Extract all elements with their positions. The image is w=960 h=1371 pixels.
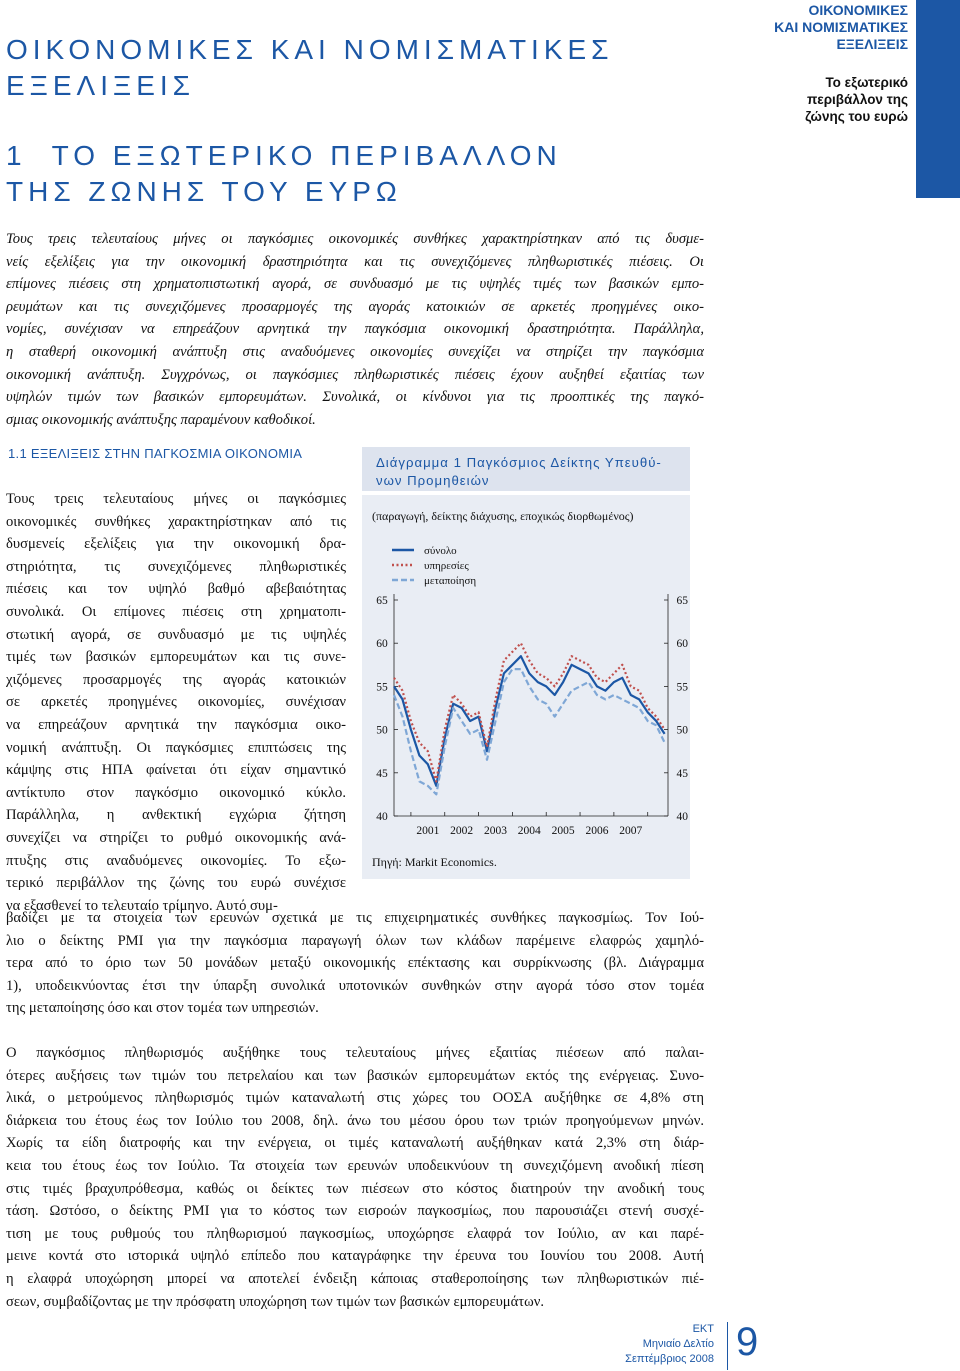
continuation-paragraph-line: 1), υποδεικνύοντας έτσι την ύπαρξη συνολικά υποτονικών συνθηκών στην αγορά τόσο στον τομέα: [6, 977, 704, 994]
inflation-paragraph-line: διάρκεια του έτους έως τον Ιούλιο του 2008, δηλ. άνω του μέσου όρου των τριών προηγούμενων μηνών.: [6, 1112, 704, 1129]
y-tick-label-right: 45: [676, 767, 688, 780]
lead-paragraph-line: η σταθερή οικονομική ανάπτυξη στις αναδυόμενες οικονομίες συνεχίζει να στηρίζει την παγκόσμια: [6, 343, 704, 360]
running-subhead: [708, 74, 908, 125]
y-tick-label-left: 45: [376, 767, 388, 780]
lead-paragraph-line: σμιας οικονομικής ανάπτυξης παραμένουν καθοδικοί.: [6, 411, 316, 428]
x-tick-label: 2007: [619, 825, 643, 837]
legend-entry-services-label: υπηρεσίες: [424, 560, 469, 572]
lead-paragraph-line: νείς εξελίξεις για την οικονομική δραστηριότητα και τις συνεχιζόμενες πληθωριστικές πιέσεις. Οι: [6, 253, 704, 270]
legend-entry-total-label: σύνολο: [424, 545, 457, 557]
inflation-paragraph-line: τιση με τους ρυθμούς του πληθωρισμού παγκοσμίως, υποχώρησε ελαφρά τον Ιούλιο, αν και παρέ-: [6, 1225, 704, 1242]
footer-divider: [727, 1322, 728, 1370]
document-title-line1: ΟΙΚΟΝΟΜΙΚΕΣ ΚΑΙ ΝΟΜΙΣΜΑΤΙΚΕΣ: [6, 34, 614, 65]
inflation-paragraph-line: τάση. Ωστόσο, ο δείκτης PMI για το κόστος των εισροών παγκοσμίως, που παρουσιάζει στενή συσχέ-: [6, 1203, 704, 1220]
chart-title: [376, 454, 686, 490]
chart-source: Πηγή: Markit Economics.: [372, 855, 497, 869]
column-paragraph-line: σε αρκετές προηγμένες οικονομίες, συνέχισαν: [6, 694, 346, 711]
lead-paragraph-line: υψηλών τιμών των βασικών εμπορευμάτων. Συνολικά, οι κίνδυνοι για τις προοπτικές της παγκό-: [6, 389, 704, 406]
inflation-paragraph-line: λικά, ο μετρούμενος πληθωρισμός τιμών καταναλωτή στις χώρες του ΟΟΣΑ αυξήθηκε σε 4,8% στη: [6, 1090, 704, 1107]
chart-subtitle: (παραγωγή, δείκτης διάχυσης, εποχικώς διορθωμένος): [372, 509, 634, 523]
continuation-paragraph: [6, 907, 704, 1020]
running-subhead-line2: περιβάλλον της: [806, 92, 908, 107]
x-tick-label: 2006: [585, 825, 609, 837]
lead-paragraph-line: Τους τρεις τελευταίους μήνες οι παγκόσμιες οικονομικές συνθήκες χαρακτηρίστηκαν από τις δυσμε-: [6, 231, 704, 247]
column-paragraph-line: πτυξης στις αναδυόμενες οικονομίες. Το εξω-: [6, 852, 346, 869]
section-title-line1: 1 ΤΟ ΕΞΩΤΕΡΙΚΟ ΠΕΡΙΒΑΛΛΟΝ: [6, 140, 562, 171]
running-subhead-line3: ζώνης του ευρώ: [805, 109, 908, 124]
x-tick-label: 2003: [483, 825, 507, 837]
series-line-total: [394, 656, 665, 786]
y-tick-label-left: 40: [376, 811, 388, 823]
y-tick-label-right: 55: [676, 681, 688, 694]
y-tick-label-right: 50: [676, 724, 688, 737]
column-paragraph-line: νομική ανάπτυξη. Οι παγκόσμιες επιπτώσεις της: [6, 739, 346, 756]
running-head-line3: ΕΞΕΛΙΞΕΙΣ: [836, 36, 908, 52]
y-tick-label-left: 55: [376, 681, 388, 694]
running-head-line1: ΟΙΚΟΝΟΜΙΚΕΣ: [808, 2, 908, 18]
y-tick-label-left: 60: [376, 638, 388, 651]
y-tick-label-left: 50: [376, 724, 388, 737]
series-line-manufacturing: [394, 669, 665, 794]
inflation-paragraph-line: κεια του έτους έως τον Ιούλιο. Τα στοιχεία των ερευνών υποδεικνύουν τη συνεχιζόμενη ανοδική πίεση: [6, 1157, 704, 1174]
inflation-paragraph-line: ότερες αυξήσεις των τιμών του πετρελαίου και των βασικών εμπορευμάτων εκτός της ενέργειας. Συνο-: [6, 1067, 704, 1084]
inflation-paragraph-line: στις τιμές βραχυπρόθεσμα, καθώς οι δείκτες των πιέσεων στο κόστος διατηρούν την ανοδική τους: [6, 1180, 704, 1197]
inflation-paragraph-line: η ελαφρά υποχώρηση μπορεί να αποτελεί ένδειξη κάποιας σταθεροποίησης των πληθωριστικών πιέ-: [6, 1270, 704, 1287]
column-paragraph-line: κάμψης στις ΗΠΑ φαίνεται ότι είχαν σημαντικό: [6, 762, 346, 779]
x-tick-label: 2004: [517, 825, 541, 837]
document-title-line2: ΕΞΕΛΙΞΕΙΣ: [6, 70, 195, 101]
lead-paragraph: [6, 228, 704, 431]
y-tick-label-right: 60: [676, 638, 688, 651]
lead-paragraph-line: οικονομική ανάπτυξη. Συγχρόνως, οι παγκόσμιες πληθωριστικές πιέσεις έχουν αυξηθεί εξαιτίας των: [6, 366, 704, 383]
section-title-line2: ΤΗΣ ΖΩΝΗΣ ΤΟΥ ΕΥΡΩ: [6, 176, 402, 207]
running-subhead-line1: Το εξωτερικό: [825, 75, 908, 90]
running-head-line2: ΚΑΙ ΝΟΜΙΣΜΑΤΙΚΕΣ: [774, 19, 908, 35]
legend-entry-manufacturing-label: μεταποίηση: [424, 575, 477, 587]
inflation-paragraph-line: Ο παγκόσμιος πληθωρισμός αυξήθηκε τους τελευταίους μήνες εξαιτίας πιέσεων από παλαι-: [6, 1045, 704, 1061]
column-paragraph-line: συνεχίζει να στηρίζει το ρυθμό οικονομικής ανά-: [6, 829, 346, 846]
page-number: 9: [736, 1320, 759, 1364]
column-paragraph-line: να επηρεάζουν αρνητικά την παγκόσμια οικο-: [6, 716, 346, 733]
column-paragraph-line: συνολικά. Οι επίμονες πιέσεις στη χρηματοπι-: [6, 603, 346, 620]
section-title: [6, 138, 626, 210]
column-paragraph-line: τερικό περιβάλλον της ζώνης του ευρώ συνέχισε: [6, 875, 346, 892]
inflation-paragraph-line: Χωρίς τα είδη διατροφής και την ενέργεια, οι τιμές καταναλωτή αυξήθηκαν κατά 2,3% στη διάρ-: [6, 1135, 704, 1152]
column-paragraph-line: δυσμενείς εξελίξεις για την οικονομική δρα-: [6, 536, 346, 553]
y-tick-label-right: 65: [676, 595, 688, 607]
chart-title-line2: νων Προμηθειών: [376, 473, 490, 488]
continuation-paragraph-line: της μεταποίησης όσο και στον τομέα των υπηρεσιών.: [6, 1000, 319, 1017]
lead-paragraph-line: επίμονες πιέσεις στη χρηματοπιστωτική αγορά, σε συνδυασμό με τις υψηλές τιμές των βασικών εμπο-: [6, 276, 704, 293]
x-tick-label: 2001: [416, 825, 440, 837]
document-title: [6, 32, 626, 104]
inflation-paragraph-line: σεων, συμβαδίζοντας με την πρόσφατη υποχώρηση των τιμών των βασικών εμπορευμάτων.: [6, 1293, 544, 1310]
column-paragraph-line: τιμές των βασικών εμπορευμάτων και τις συνε-: [6, 649, 346, 666]
inflation-paragraph-line: μεινε κοντά στο ιστορικά υψηλό επίπεδο που καταγράφηκε την έρευνα του Ιουνίου του 2008. Αυτή: [6, 1248, 704, 1265]
continuation-paragraph-line: βαδίζει με τα στοιχεία των ερευνών σχετικά με τις επιχειρηματικές συνθήκες παγκοσμίως. Τον Ιού-: [6, 910, 704, 926]
inflation-paragraph: [6, 1042, 704, 1313]
column-paragraph-line: χιζόμενες προσαρμογές της αγοράς κατοικιών: [6, 671, 346, 688]
footer-publication: Μηνιαίο Δελτίο: [642, 1338, 714, 1350]
series-line-services: [394, 643, 665, 781]
column-paragraph-line: πιέσεις και τον υψηλό βαθμό αβεβαιότητας: [6, 581, 346, 598]
lead-paragraph-line: ρευμάτων και τις συνεχιζόμενες προσαρμογές της αγοράς κατοικιών σε αρκετές προηγμένες οικο-: [6, 298, 704, 315]
chart-title-line1: Διάγραμμα 1 Παγκόσμιος Δείκτης Υπευθύ-: [376, 455, 662, 470]
column-paragraph-line: στωτική αγορά, σε συνδυασμό με τις υψηλές: [6, 626, 346, 643]
column-paragraph: [6, 488, 346, 917]
column-paragraph-line: Παράλληλα, η ανθεκτική εγχώρια ζήτηση: [6, 807, 346, 824]
continuation-paragraph-line: τερα από το όριο των 50 μονάδων μεταξύ οικονομικής επέκτασης και συρρίκνωσης (βλ. Διάγραμμα: [6, 955, 704, 972]
running-head: [668, 2, 908, 53]
y-tick-label-left: 65: [376, 595, 388, 607]
column-paragraph-line: Τους τρεις τελευταίους μήνες οι παγκόσμιες: [6, 491, 346, 507]
column-paragraph-line: οικονομικές συνθήκες χαρακτηρίστηκαν από τις: [6, 513, 346, 530]
footer-date: Σεπτέμβριος 2008: [625, 1353, 714, 1365]
column-paragraph-line: να εξασθενεί το τελευταίο τρίμηνο. Αυτό συμ-: [6, 897, 278, 914]
column-paragraph-line: στηριότητα, τις συνεχιζόμενες πληθωριστικές: [6, 558, 346, 575]
x-tick-label: 2005: [551, 825, 575, 837]
y-tick-label-right: 40: [676, 811, 688, 823]
continuation-paragraph-line: λιο ο δείκτης PMI για την παγκόσμια παραγωγή όλων των κλάδων παρέμεινε ελαφρώς χαμηλό-: [6, 932, 704, 949]
column-paragraph-line: αντίκτυπο στον παγκόσμιο οικονομικό κύκλο.: [6, 784, 346, 801]
subsection-title: 1.1 ΕΞΕΛΙΞΕΙΣ ΣΤΗΝ ΠΑΓΚΟΣΜΙΑ ΟΙΚΟΝΟΜΙΑ: [8, 446, 303, 461]
footer: [574, 1322, 714, 1367]
footer-publisher: ΕΚΤ: [692, 1323, 714, 1335]
lead-paragraph-line: νομίες, συνέχισαν να επηρεάζουν αρνητικά την παγκόσμια οικονομική δραστηριότητα. Παράλληλα,: [6, 321, 704, 338]
side-tab-bar: [916, 0, 960, 198]
pmi-line-chart: [362, 530, 690, 850]
x-tick-label: 2002: [450, 825, 474, 837]
